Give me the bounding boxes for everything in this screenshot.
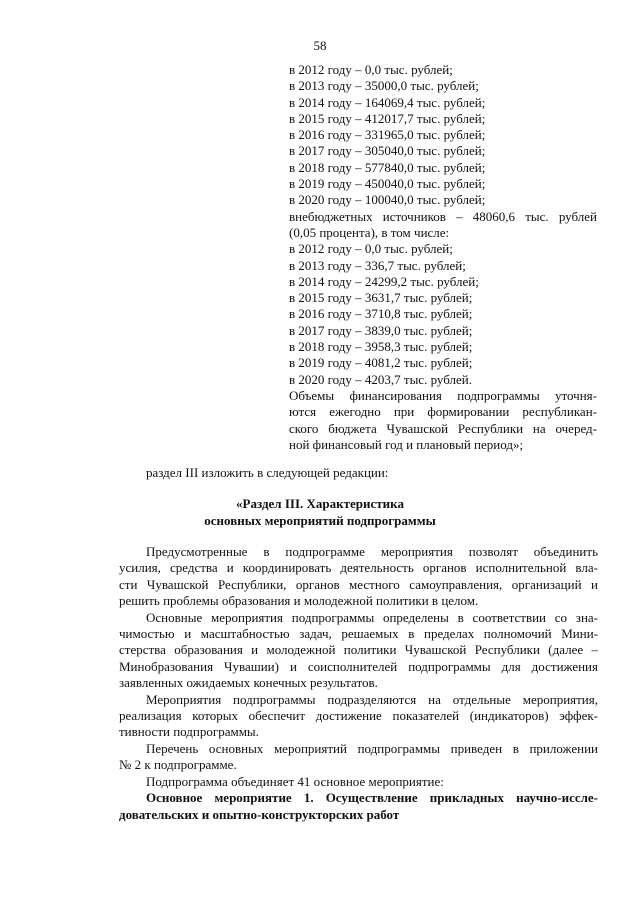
- funding-line: в 2019 году – 4081,2 тыс. рублей;: [289, 355, 473, 371]
- funding-line: в 2019 году – 450040,0 тыс. рублей;: [289, 176, 486, 192]
- funding-line: в 2017 году – 305040,0 тыс. рублей;: [289, 143, 486, 159]
- funding-line: в 2015 году – 412017,7 тыс. рублей;: [289, 110, 486, 126]
- paragraph-line: чимостью и масштабностью задач, решаемых в пределах полномочий Мини-: [119, 626, 598, 642]
- paragraph-line: стерства образования и молодежной политики Чувашской Республики (далее –: [119, 642, 598, 658]
- paragraph-line: Предусмотренные в подпрограмме мероприятия позволят объединить: [146, 544, 598, 559]
- section-heading: [0, 495, 640, 529]
- volumes-line: ются ежегодно при формировании республикан-: [289, 404, 597, 420]
- funding-line: в 2018 году – 3958,3 тыс. рублей;: [289, 339, 473, 355]
- body-text: [119, 544, 598, 823]
- volumes-line: ной финансовый год и плановый период»;: [289, 436, 524, 452]
- paragraph-line: Мероприятия подпрограммы подразделяются на отдельные мероприятия,: [146, 691, 598, 707]
- paragraph-line: № 2 к подпрограмме.: [119, 757, 237, 773]
- paragraph-line: заявленных ожидаемых конечных результатов.: [119, 675, 378, 691]
- funding-line: в 2013 году – 336,7 тыс. рублей;: [289, 257, 466, 273]
- bold-line: Основное мероприятие 1. Осуществление прикладных научно-иссле-: [146, 790, 598, 806]
- lead-text: раздел III изложить в следующей редакции:: [146, 465, 389, 480]
- funding-line: в 2012 году – 0,0 тыс. рублей;: [289, 62, 453, 77]
- paragraph-line: решить проблемы образования и молодежной политики в целом.: [119, 593, 479, 609]
- heading-line: основных мероприятий подпрограммы: [204, 513, 436, 528]
- heading-line: «Раздел III. Характеристика: [236, 496, 404, 511]
- funding-line: в 2016 году – 331965,0 тыс. рублей;: [289, 127, 486, 143]
- paragraph-line: тивности подпрограммы.: [119, 724, 259, 740]
- funding-block: [289, 62, 597, 453]
- paragraph-line: Перечень основных мероприятий подпрограммы приведен в приложении: [146, 740, 598, 756]
- volumes-line: Объемы финансирования подпрограммы уточня-: [289, 387, 597, 403]
- bold-line: довательских и опытно-конструкторских работ: [119, 806, 400, 822]
- page-number: 58: [313, 38, 327, 53]
- funding-line: (0,05 процента), в том числе:: [289, 224, 450, 240]
- funding-line: в 2012 году – 0,0 тыс. рублей;: [289, 241, 453, 257]
- funding-line: внебюджетных источников – 48060,6 тыс. рублей: [289, 208, 597, 224]
- funding-line: в 2015 году – 3631,7 тыс. рублей;: [289, 290, 473, 306]
- funding-line: в 2014 году – 164069,4 тыс. рублей;: [289, 94, 486, 110]
- funding-line: в 2014 году – 24299,2 тыс. рублей;: [289, 273, 479, 289]
- paragraph-line: сти Чувашской Республики, органов местного самоуправления, организаций и: [119, 576, 598, 592]
- paragraph-line: Основные мероприятия подпрограммы определены в соответствии со зна-: [146, 609, 598, 625]
- funding-line: в 2013 году – 35000,0 тыс. рублей;: [289, 78, 479, 94]
- paragraph-line: Минобразования Чувашии) и соисполнителей подпрограммы для достижения: [119, 658, 598, 674]
- funding-line: в 2020 году – 100040,0 тыс. рублей;: [289, 192, 486, 208]
- funding-line: в 2020 году – 4203,7 тыс. рублей.: [289, 371, 472, 387]
- funding-line: в 2018 году – 577840,0 тыс. рублей;: [289, 159, 486, 175]
- funding-line: в 2016 году – 3710,8 тыс. рублей;: [289, 306, 473, 322]
- funding-line: в 2017 году – 3839,0 тыс. рублей;: [289, 322, 473, 338]
- paragraph-line: Подпрограмма объединяет 41 основное мероприятие:: [146, 773, 444, 789]
- volumes-line: ского бюджета Чувашской Республики на очеред-: [289, 420, 597, 436]
- paragraph-line: усилия, средства и координировать деятельность органов исполнительной вла-: [119, 560, 598, 576]
- paragraph-line: реализация которых обеспечит достижение показателей (индикаторов) эффек-: [119, 708, 598, 724]
